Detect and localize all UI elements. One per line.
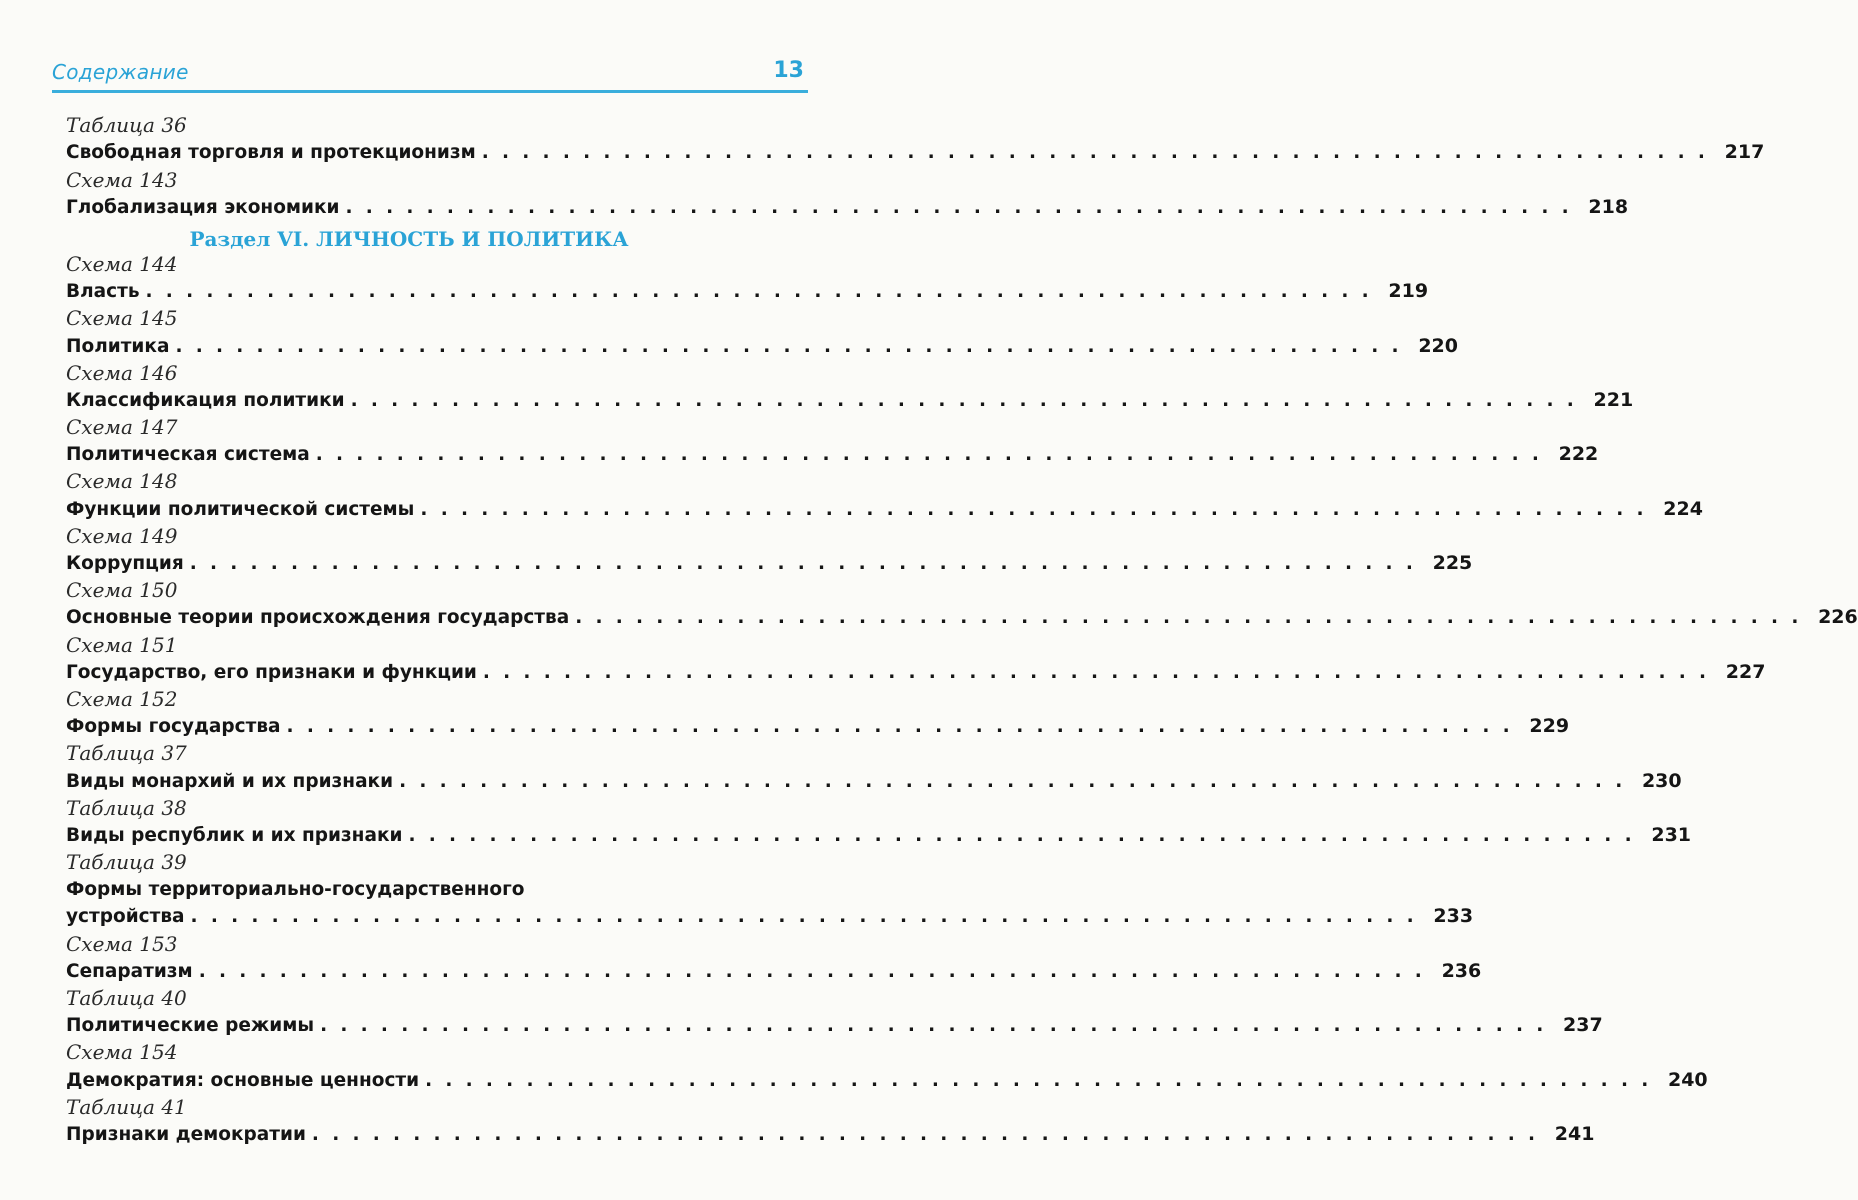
toc-entry-label: Схема 154 — [66, 1040, 178, 1065]
toc-entry-label: Схема 150 — [66, 578, 178, 603]
running-header-title: Содержание — [52, 60, 189, 84]
toc-entry-label: Таблица 36 — [66, 113, 187, 138]
toc-entry-title: Демократия: основные ценности — [66, 1069, 420, 1091]
toc-entry-title-row — [66, 1066, 1708, 1093]
toc-entry-title: Основные теории происхождения государства — [66, 607, 570, 629]
dot-leader: . . . . . . . . . . . . . . . . . . . . . . . . . . . . . . . . . . . . . . . . . . . . . . . . . . . . . . . . . . . . . — [286, 716, 1514, 738]
toc-entry-page: 220 — [1418, 334, 1458, 357]
toc-entry-page: 227 — [1725, 660, 1766, 683]
toc-entry-label-row — [66, 985, 812, 1012]
toc-entry-label: Схема 149 — [66, 523, 178, 548]
toc-entry-label-row — [66, 468, 812, 495]
toc-entry[interactable] — [66, 577, 1858, 631]
toc-entry-label: Схема 147 — [66, 415, 178, 440]
toc-entry[interactable] — [66, 360, 1634, 414]
dot-leader: . . . . . . . . . . . . . . . . . . . . . . . . . . . . . . . . . . . . . . . . . . . . . . . . . . . . . . . . . . . . . — [425, 1069, 1652, 1091]
dot-leader: . . . . . . . . . . . . . . . . . . . . . . . . . . . . . . . . . . . . . . . . . . . . . . . . . . . . . . . . . . . . . — [345, 196, 1573, 218]
toc-entry-label-row — [66, 849, 812, 876]
toc-entry-page: 225 — [1432, 552, 1473, 574]
toc-entry-label: Таблица 39 — [66, 850, 187, 875]
toc-entry[interactable] — [66, 305, 1458, 359]
toc-entry-page: 240 — [1667, 1068, 1708, 1091]
toc-entry-title-row — [66, 387, 1634, 414]
section-heading: Раздел VI. ЛИЧНОСТЬ И ПОЛИТИКА — [189, 226, 629, 251]
toc-entry-label: Схема 145 — [66, 306, 178, 331]
toc-entry-page: 218 — [1588, 195, 1629, 218]
toc-entry-page: 229 — [1529, 715, 1570, 738]
toc-entry-label-row — [66, 795, 812, 822]
dot-leader: . . . . . . . . . . . . . . . . . . . . . . . . . . . . . . . . . . . . . . . . . . . . . . . . . . . . . . . . . . . . . — [320, 1015, 1547, 1037]
toc-entries-after-section — [66, 251, 1858, 1148]
toc-entry-title-line — [66, 876, 812, 903]
toc-entries-before-section — [66, 112, 1765, 221]
toc-entry-label-row — [66, 740, 812, 767]
toc-entry-label: Таблица 37 — [66, 741, 187, 766]
toc-entry-label-row — [66, 577, 812, 604]
toc-entry-title-row — [66, 767, 1682, 794]
dot-leader: . . . . . . . . . . . . . . . . . . . . . . . . . . . . . . . . . . . . . . . . . . . . . . . . . . . . . . . . . . . . . — [145, 281, 1373, 303]
toc-entry-title: Виды монархий и их признаки — [66, 770, 394, 792]
dot-leader: . . . . . . . . . . . . . . . . . . . . . . . . . . . . . . . . . . . . . . . . . . . . . . . . . . . . . . . . . . . . . — [315, 444, 1543, 466]
toc-entry-title: Политические режимы — [66, 1015, 315, 1037]
toc-entry-title-row — [66, 604, 1858, 631]
toc-entry-label: Таблица 38 — [66, 795, 187, 820]
dot-leader: . . . . . . . . . . . . . . . . . . . . . . . . . . . . . . . . . . . . . . . . . . . . . . . . . . . . . . . . . . . . . — [481, 142, 1709, 164]
toc-entry-label: Схема 143 — [66, 167, 178, 192]
toc-entry[interactable] — [66, 414, 1599, 468]
toc-entry[interactable] — [66, 251, 1429, 305]
page-header — [52, 58, 808, 92]
toc-entry-title: Виды республик и их признаки — [66, 824, 403, 846]
toc-entry-title: Формы государства — [66, 716, 281, 738]
toc-entry-label: Схема 144 — [66, 251, 178, 276]
toc-entry[interactable] — [66, 1039, 1708, 1093]
toc-entry[interactable] — [66, 795, 1692, 849]
toc-entry-title-line1: Формы территориально-государственного — [66, 879, 525, 901]
dot-leader: . . . . . . . . . . . . . . . . . . . . . . . . . . . . . . . . . . . . . . . . . . . . . . . . . . . . . . . . . . . . . — [190, 906, 1418, 928]
toc-entry-title-row — [66, 278, 1429, 305]
toc-entry-page: 231 — [1651, 823, 1692, 846]
toc-entry-title-row — [66, 659, 1766, 686]
toc-entry-label-row — [66, 251, 812, 278]
toc-entry-title-row — [66, 822, 1692, 849]
toc-entry-label-row — [66, 1039, 812, 1066]
toc-entry[interactable] — [66, 166, 1629, 220]
dot-leader: . . . . . . . . . . . . . . . . . . . . . . . . . . . . . . . . . . . . . . . . . . . . . . . . . . . . . . . . . . . . . — [408, 824, 1636, 846]
toc-entry-title: Политика — [66, 335, 170, 357]
toc-entry-title-row — [66, 550, 1473, 577]
page-number: 13 — [773, 58, 804, 83]
toc-entry-page: 237 — [1563, 1014, 1603, 1037]
toc-entry-title-row — [66, 903, 1474, 930]
toc-entry[interactable] — [66, 523, 1473, 577]
toc-entry-label: Таблица 40 — [66, 986, 187, 1010]
dot-leader: . . . . . . . . . . . . . . . . . . . . . . . . . . . . . . . . . . . . . . . . . . . . . . . . . . . . . . . . . . . . . — [198, 960, 1426, 982]
toc-entry[interactable] — [66, 930, 1482, 984]
toc-entry[interactable] — [66, 849, 1474, 931]
toc-entry[interactable] — [66, 985, 1603, 1039]
toc-entry-label-row — [66, 631, 812, 658]
dot-leader: . . . . . . . . . . . . . . . . . . . . . . . . . . . . . . . . . . . . . . . . . . . . . . . . . . . . . . . . . . . . . — [350, 389, 1578, 411]
toc-entry-page: 233 — [1433, 905, 1474, 928]
toc-entry-label: Схема 148 — [66, 469, 178, 494]
dot-leader: . . . . . . . . . . . . . . . . . . . . . . . . . . . . . . . . . . . . . . . . . . . . . . . . . . . . . . . . . . . . . — [575, 607, 1802, 629]
toc-entry-title-row — [66, 713, 1570, 740]
dot-leader: . . . . . . . . . . . . . . . . . . . . . . . . . . . . . . . . . . . . . . . . . . . . . . . . . . . . . . . . . . . . . — [482, 661, 1710, 683]
toc-entry-page: 241 — [1554, 1122, 1595, 1145]
header-rule — [52, 90, 808, 93]
toc-entry-page: 230 — [1641, 769, 1682, 792]
toc-entry[interactable] — [66, 686, 1570, 740]
toc-entry-label: Схема 153 — [66, 931, 178, 956]
toc-entry-title: устройства — [66, 906, 185, 928]
toc-entry-title: Коррупция — [66, 553, 184, 574]
toc-entry-title: Функции политической системы — [66, 498, 415, 520]
toc-entry-title: Классификация политики — [66, 389, 345, 411]
toc-entry-label-row — [66, 523, 812, 550]
toc-entry-label-row — [66, 1094, 812, 1121]
dot-leader: . . . . . . . . . . . . . . . . . . . . . . . . . . . . . . . . . . . . . . . . . . . . . . . . . . . . . . . . . . . . . — [399, 770, 1626, 792]
toc-entry-page: 224 — [1663, 497, 1703, 520]
toc-entry[interactable] — [66, 740, 1682, 794]
dot-leader: . . . . . . . . . . . . . . . . . . . . . . . . . . . . . . . . . . . . . . . . . . . . . . . . . . . . . . . . . . . . . — [189, 553, 1417, 574]
toc-entry-page: 222 — [1558, 443, 1599, 466]
toc-entry-page: 226 — [1818, 606, 1858, 629]
toc-entry-title-row — [66, 1121, 1595, 1148]
toc-entry-label: Схема 152 — [66, 686, 178, 711]
toc-entry-title: Политическая система — [66, 444, 310, 466]
toc-entry-title-row — [66, 958, 1482, 985]
toc-entry-title: Власть — [66, 281, 140, 303]
dot-leader: . . . . . . . . . . . . . . . . . . . . . . . . . . . . . . . . . . . . . . . . . . . . . . . . . . . . . . . . . . . . . — [311, 1123, 1539, 1145]
toc-entry-title-row — [66, 332, 1458, 359]
toc-entry-title: Сепаратизм — [66, 960, 193, 982]
table-of-contents — [66, 112, 1858, 1148]
toc-entry-page: 219 — [1388, 280, 1429, 303]
toc-entry-title: Государство, его признаки и функции — [66, 661, 477, 683]
toc-entry-label-row — [66, 360, 812, 387]
toc-entry-label-row — [66, 112, 812, 139]
toc-entry-title-row — [66, 1012, 1603, 1039]
toc-entry-label-row — [66, 930, 812, 957]
toc-entry-page: 217 — [1724, 141, 1765, 164]
toc-entry-label-row — [66, 305, 812, 332]
toc-entry-title: Свободная торговля и протекционизм — [66, 142, 476, 164]
toc-entry[interactable] — [66, 1094, 1595, 1148]
toc-entry-label-row — [66, 414, 812, 441]
toc-entry-label: Схема 146 — [66, 360, 178, 385]
dot-leader: . . . . . . . . . . . . . . . . . . . . . . . . . . . . . . . . . . . . . . . . . . . . . . . . . . . . . . . . . . . . . — [420, 498, 1647, 520]
toc-entry-title: Признаки демократии — [66, 1123, 306, 1145]
toc-entry-title: Глобализация экономики — [66, 196, 340, 218]
toc-entry[interactable] — [66, 631, 1766, 685]
toc-entry-title-row — [66, 495, 1703, 522]
toc-entry-page: 236 — [1441, 959, 1482, 982]
toc-entry-title-row — [66, 441, 1599, 468]
toc-entry[interactable] — [66, 112, 1765, 166]
toc-entry-page: 221 — [1593, 388, 1634, 411]
toc-entry-label-row — [66, 166, 812, 193]
dot-leader: . . . . . . . . . . . . . . . . . . . . . . . . . . . . . . . . . . . . . . . . . . . . . . . . . . . . . . . . . . . . . — [175, 335, 1402, 357]
toc-entry-label: Схема 151 — [66, 632, 178, 657]
toc-entry-label-row — [66, 686, 812, 713]
toc-entry-label: Таблица 41 — [66, 1094, 187, 1119]
toc-entry[interactable] — [66, 468, 1703, 522]
toc-entry-title-row — [66, 139, 1765, 166]
toc-entry-title-row — [66, 194, 1629, 221]
